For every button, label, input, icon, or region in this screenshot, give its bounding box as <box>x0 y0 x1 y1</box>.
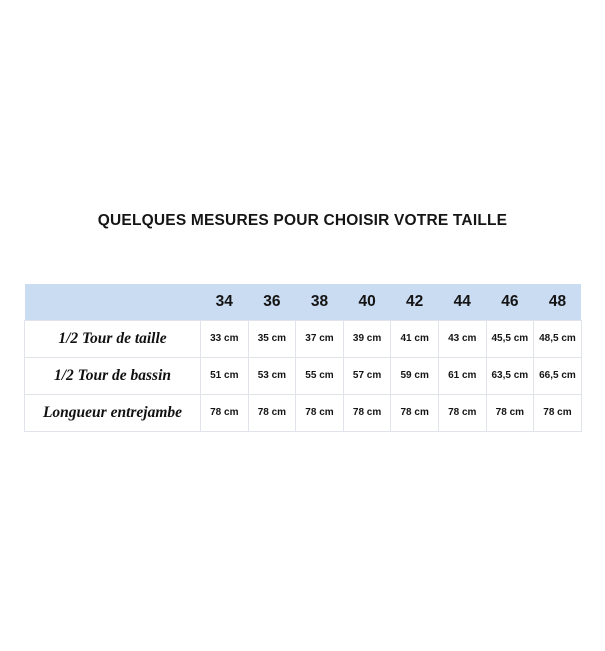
measurement-cell: 51 cm <box>201 357 249 394</box>
table-row-hips <box>25 357 582 394</box>
header-corner-cell <box>25 284 201 320</box>
measurement-cell: 48,5 cm <box>534 320 582 357</box>
measurement-cell: 35 cm <box>248 320 296 357</box>
measurement-cell: 61 cm <box>438 357 486 394</box>
measurement-cell: 55 cm <box>296 357 344 394</box>
measurement-cell: 41 cm <box>391 320 439 357</box>
measurement-cell: 78 cm <box>391 394 439 431</box>
size-column-header: 46 <box>486 284 534 320</box>
size-column-header: 36 <box>248 284 296 320</box>
measurement-cell: 39 cm <box>343 320 391 357</box>
size-header-row <box>25 284 582 320</box>
size-column-header: 44 <box>438 284 486 320</box>
size-chart-table <box>24 284 582 432</box>
measurement-cell: 66,5 cm <box>534 357 582 394</box>
measurement-cell: 78 cm <box>343 394 391 431</box>
row-label: Longueur entrejambe <box>25 394 201 431</box>
measurement-cell: 57 cm <box>343 357 391 394</box>
measurement-cell: 78 cm <box>201 394 249 431</box>
measurement-cell: 45,5 cm <box>486 320 534 357</box>
size-column-header: 42 <box>391 284 439 320</box>
measurement-cell: 59 cm <box>391 357 439 394</box>
measurement-cell: 63,5 cm <box>486 357 534 394</box>
size-column-header: 34 <box>201 284 249 320</box>
row-label: 1/2 Tour de taille <box>25 320 201 357</box>
page-title: QUELQUES MESURES POUR CHOISIR VOTRE TAILLE <box>97 212 508 229</box>
size-column-header: 38 <box>296 284 344 320</box>
measurement-cell: 78 cm <box>438 394 486 431</box>
measurement-cell: 53 cm <box>248 357 296 394</box>
measurement-cell: 37 cm <box>296 320 344 357</box>
measurement-cell: 78 cm <box>486 394 534 431</box>
table-row-waist <box>25 320 582 357</box>
measurement-cell: 78 cm <box>534 394 582 431</box>
measurement-cell: 78 cm <box>296 394 344 431</box>
measurement-cell: 33 cm <box>201 320 249 357</box>
measurement-cell: 43 cm <box>438 320 486 357</box>
row-label: 1/2 Tour de bassin <box>25 357 201 394</box>
size-column-header: 48 <box>534 284 582 320</box>
measurement-cell: 78 cm <box>248 394 296 431</box>
table-row-inseam <box>25 394 582 431</box>
size-column-header: 40 <box>343 284 391 320</box>
